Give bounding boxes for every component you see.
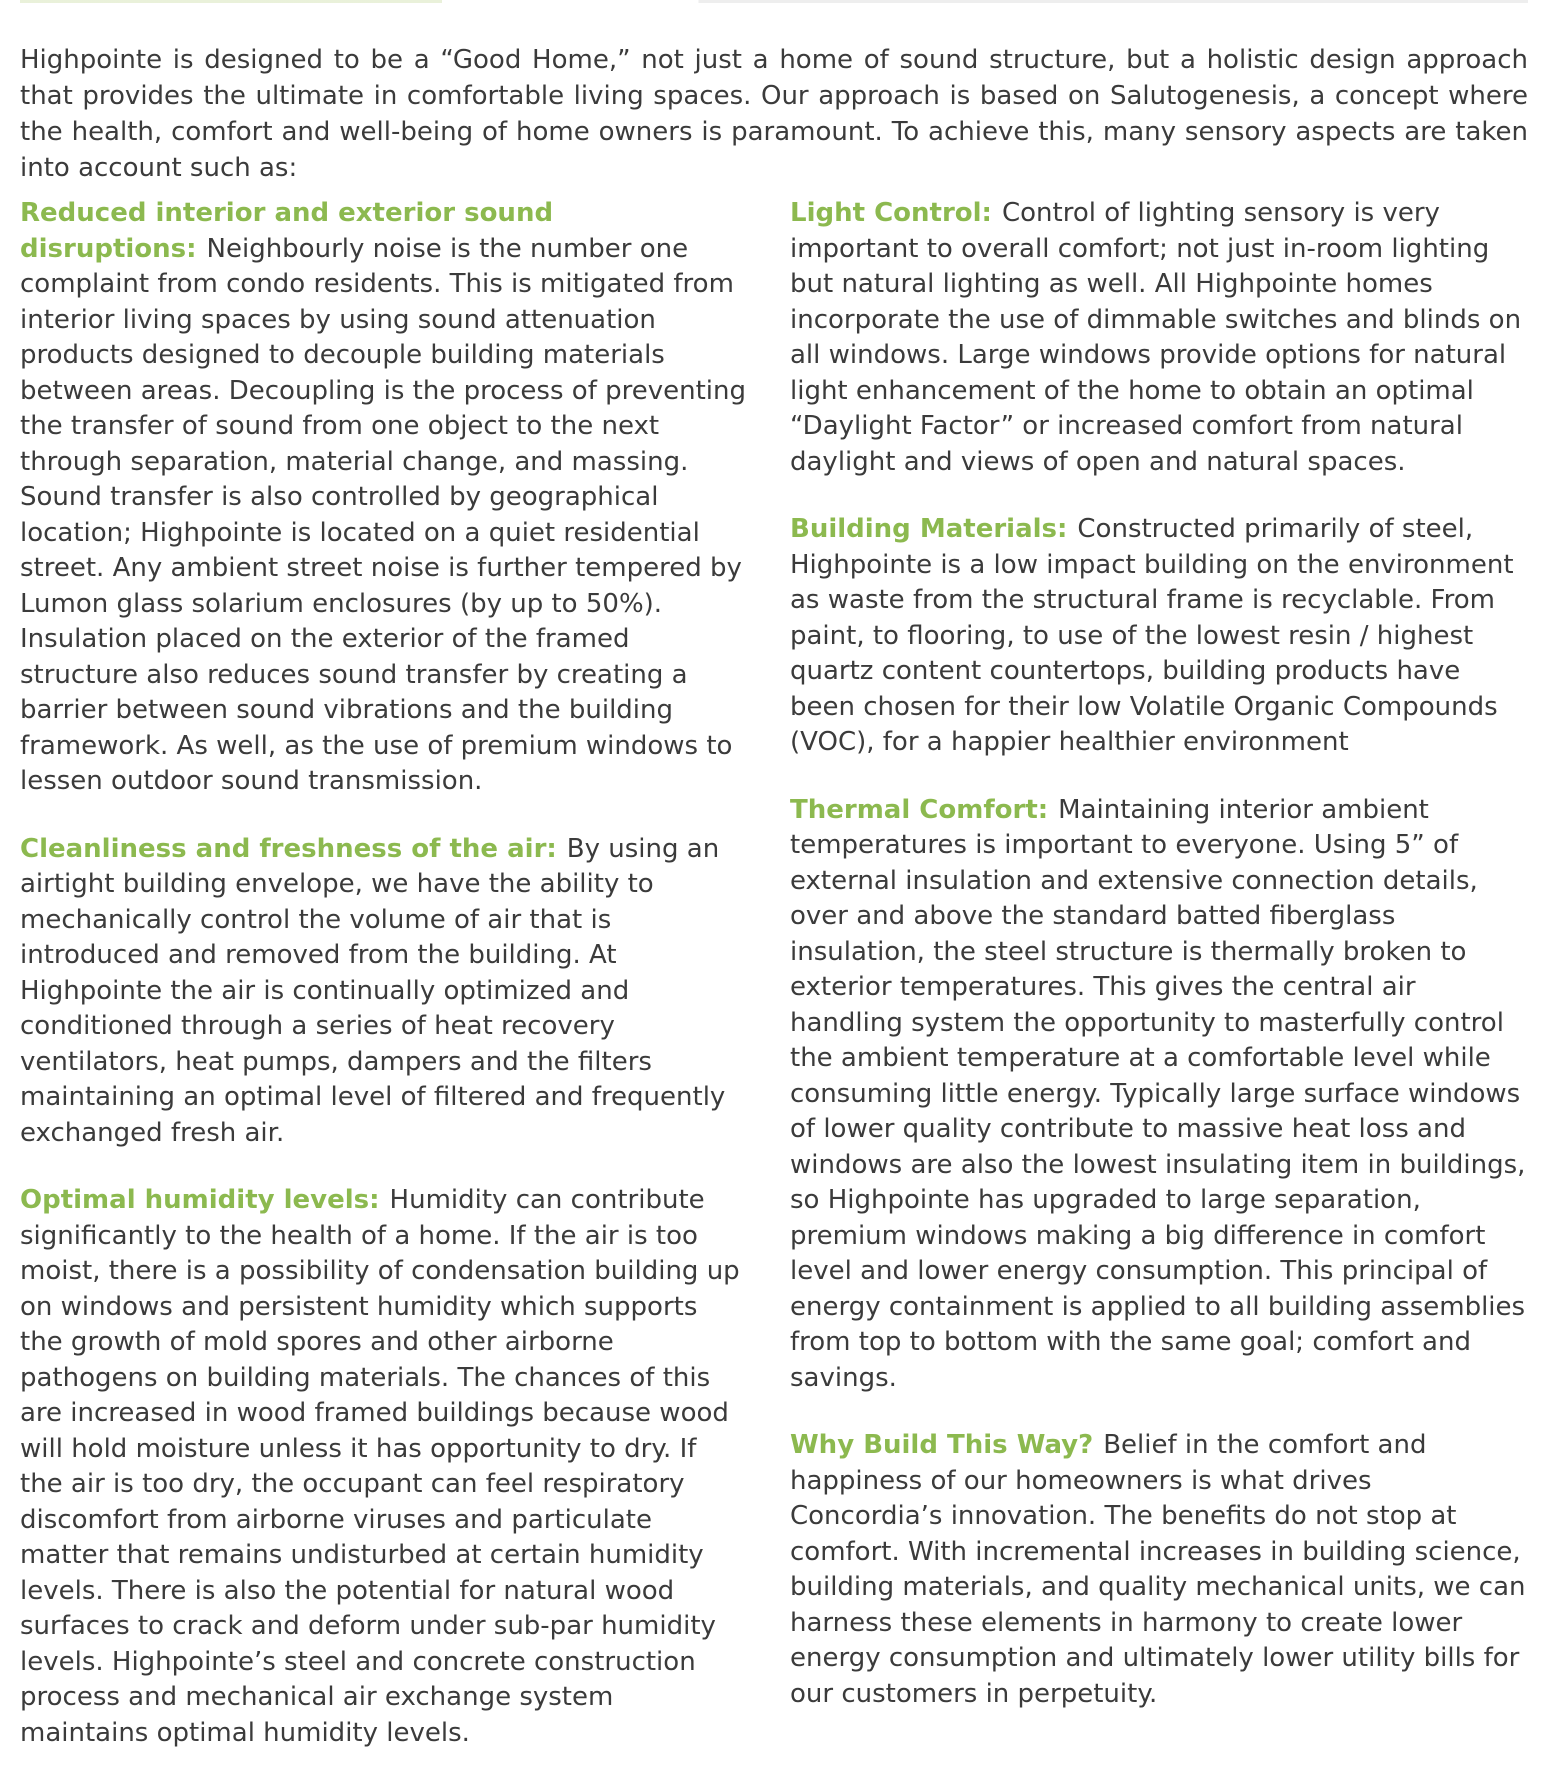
section-heading-sound: Reduced interior and exterior sound disruptions: (20, 198, 554, 264)
section-body-air: By using an airtight building envelope, we have the ability to mechanically control the volume of air that is introduced and removed from the building. At Highpointe the air is continually optimized and conditioned through a series of heat recovery ventilators, heat pumps, dampers and the filters maintaining an optimal level of filtered and frequently exchanged fresh air. (20, 833, 726, 1148)
section-body-humidity: Humidity can contribute significantly to the health of a home. If the air is too moist, there is a possibility of condensation building up on windows and persistent humidity which supports the growth of mold spores and other airborne pathogens on building materials. The chances of this are increased in wood framed buildings because wood will hold moisture unless it has opportunity to dry. If the air is too dry, the occupant can feel respiratory discomfort from airborne viruses and particulate matter that remains undisturbed at certain humidity levels. There is also the potential for natural wood surfaces to crack and deform under sub-par humidity levels. Highpointe’s steel and concrete construction process and mechanical air exchange system maintains optimal humidity levels. (20, 1185, 740, 1748)
section-air (20, 832, 746, 1152)
section-heading-why: Why Build This Way? (790, 1430, 1094, 1460)
section-body-thermal: Maintaining interior ambient temperatures is important to everyone. Using 5” of external insulation and extensive connection details, over and above the standard batted fiberglass insulation, the steel structure is thermally broken to exterior temperatures. This gives the central air handling system the opportunity to masterfully control the ambient temperature at a comfortable level while consuming little energy. Typically large surface windows of lower quality contribute to massive heat loss and windows are also the lowest insulating item in buildings, so Highpointe has upgraded to large separation, premium windows making a big difference in comfort level and lower energy consumption. This principal of energy containment is applied to all building assemblies from top to bottom with the same goal; comfort and savings. (790, 794, 1526, 1393)
top-divider (20, 0, 1528, 3)
section-why (790, 1428, 1528, 1712)
section-light (790, 196, 1528, 480)
section-sound (20, 196, 746, 800)
section-body-materials: Constructed primarily of steel, Highpointe is a low impact building on the environment as waste from the structural frame is recyclable. From paint, to flooring, to use of the lowest resin / highest quartz content countertops, building products have been chosen for their low Volatile Organic Compounds (VOC), for a happier healthier environment (790, 514, 1514, 757)
section-body-light: Control of lighting sensory is very important to overall comfort; not just in-room lighting but natural lighting as well. All Highpointe homes incorporate the use of dimmable switches and blinds on all windows. Large windows provide options for natural light enhancement of the home to obtain an optimal “Daylight Factor” or increased comfort from natural daylight and views of open and natural spaces. (790, 198, 1522, 477)
section-heading-light: Light Control: (790, 198, 992, 228)
section-humidity (20, 1183, 746, 1751)
section-body-why: Belief in the comfort and happiness of our homeowners is what drives Concordia’s innovation. The benefits do not stop at comfort. With incremental increases in building science, building materials, and quality mechanical units, we can harness these elements in harmony to create lower energy consumption and ultimately lower utility bills for our customers in perpetuity. (790, 1430, 1526, 1709)
section-heading-thermal: Thermal Comfort: (790, 794, 1049, 825)
section-heading-air: Cleanliness and freshness of the air: (20, 833, 557, 864)
intro-paragraph: Highpointe is designed to be a “Good Home,” not just a home of sound structure, but a holistic design approach that provides the ultimate in comfortable living spaces. Our approach is based on Salutogenesis, a concept where the health, comfort and well-being of home owners is paramount. To achieve this, many sensory aspects are taken into account such as: (20, 45, 1528, 183)
section-heading-materials: Building Materials: (790, 514, 1068, 544)
right-column (790, 196, 1528, 1744)
section-body-sound: Neighbourly noise is the number one complaint from condo residents. This is mitigated from interior living spaces by using sound attenuation products designed to decouple building materials between areas. Decoupling is the process of preventing the transfer of sound from one object to the next through separation, material change, and massing. Sound transfer is also controlled by geographical location; Highpointe is located on a quiet residential street. Any ambient street noise is further tempered by Lumon glass solarium enclosures (by up to 50%). Insulation placed on the exterior of the framed structure also reduces sound transfer by creating a barrier between sound vibrations and the building framework. As well, as the use of premium windows to lessen outdoor sound transmission. (20, 233, 746, 796)
section-thermal (790, 793, 1528, 1397)
section-heading-humidity: Optimal humidity levels: (20, 1185, 380, 1215)
section-materials (790, 512, 1528, 761)
document-page (20, 0, 1528, 1748)
left-column (20, 196, 746, 1783)
